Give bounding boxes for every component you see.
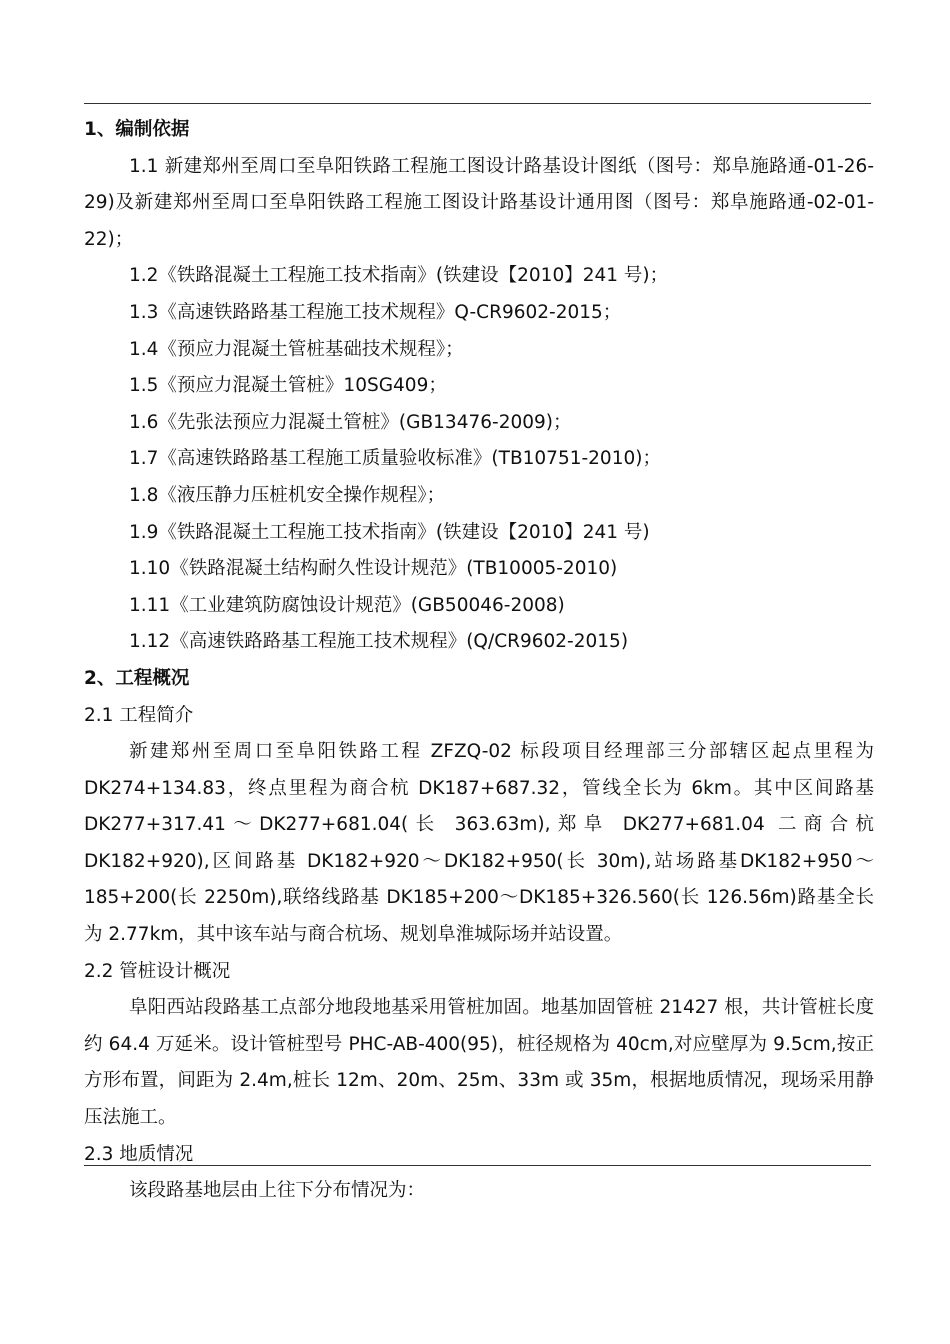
geology-intro-text: 该段路基地层由上往下分布情况为： [129, 1180, 426, 1201]
geology-paragraph [84, 1173, 874, 1210]
project-intro-paragraph: 新建郑州至周口至阜阳铁路工程 ZFZQ-02 标段项目经理部三分部辖区起点里程为DK274+134.83，终点里程为商合杭 DK187+687.32，管线全长为 6km。其中区间路基 DK277+317.41～DK277+681.04(长 363.63m),郑阜 DK277+681.04 二商合杭 DK182+920),区间路基 DK182+920～DK182+950(长 30m),站场路基DK182+950～185+200(长 2250m),联络线路基 DK185+200～DK185+326.560(长 126.56m)路基全长为 2.77km，其中该车站与商合杭场、规划阜淮城际场并站设置。 [84, 741, 875, 946]
section-2-2-heading: 2.2 管桩设计概况 [84, 960, 231, 982]
document-body [84, 112, 874, 1173]
header-rule [84, 103, 871, 104]
basis-item-1-12: 1.12《高速铁路路基工程施工技术规程》(Q/CR9602-2015) [129, 631, 629, 653]
basis-item-1-1: 1.1 新建郑州至周口至阜阳铁路工程施工图设计路基设计图纸（图号：郑阜施路通-01-26-29)及新建郑州至周口至阜阳铁路工程施工图设计路基设计通用图（图号：郑阜施路通-02-01-22)； [84, 155, 874, 250]
basis-item-1-7: 1.7《高速铁路路基工程施工质量验收标准》(TB10751-2010)； [129, 448, 661, 470]
basis-item-1-2: 1.2《铁路混凝土工程施工技术指南》(铁建设【2010】241 号)； [129, 265, 669, 287]
pile-design-paragraph: 阜阳西站段路基工点部分地段地基采用管桩加固。地基加固管桩 21427 根，共计管桩长度约 64.4 万延米。设计管桩型号 PHC-AB-400(95)，桩径规格为 40cm,对应壁厚为 9.5cm,按正方形布置，间距为 2.4m,桩长 12m、20m、25m、33m 或 35m，根据地质情况，现场采用静压法施工。 [84, 997, 874, 1129]
section-2-1-heading: 2.1 工程简介 [84, 704, 194, 726]
basis-item-1-10: 1.10《铁路混凝土结构耐久性设计规范》(TB10005-2010) [129, 558, 618, 580]
section-rule [84, 1165, 871, 1166]
section-2-heading: 2、工程概况 [84, 667, 190, 689]
basis-item-1-4: 1.4《预应力混凝土管桩基础技术规程》； [129, 338, 464, 360]
basis-item-1-11: 1.11《工业建筑防腐蚀设计规范》(GB50046-2008) [129, 594, 565, 616]
basis-item-1-6: 1.6《先张法预应力混凝土管桩》(GB13476-2009)； [129, 411, 572, 433]
basis-item-1-3: 1.3《高速铁路路基工程施工技术规程》Q-CR9602-2015； [129, 301, 622, 323]
basis-item-1-5: 1.5《预应力混凝土管桩》10SG409； [129, 375, 447, 397]
section-2-3-heading: 2.3 地质情况 [84, 1143, 194, 1165]
basis-item-1-8: 1.8《液压静力压桩机安全操作规程》； [129, 484, 446, 506]
basis-item-1-9: 1.9《铁路混凝土工程施工技术指南》(铁建设【2010】241 号) [129, 521, 650, 543]
section-1-heading: 1、编制依据 [84, 119, 190, 140]
